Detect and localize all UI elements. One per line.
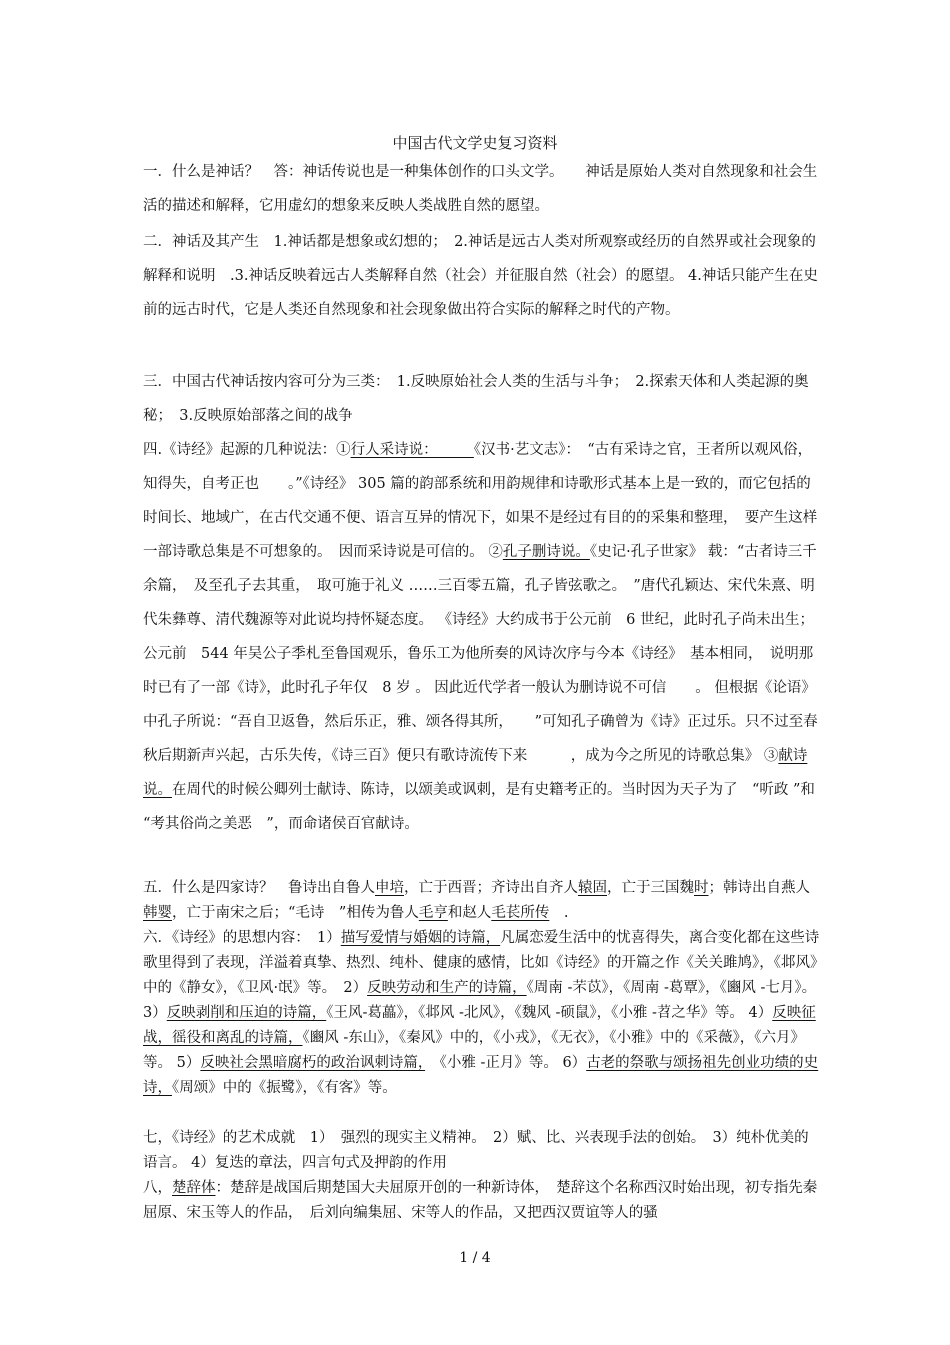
underlined-text: 时 — [694, 880, 709, 896]
text-segment: ；韩诗出自燕人 — [708, 880, 810, 896]
underlined-text: 辕固 — [578, 880, 607, 896]
text-segment: 凡属恋爱生活中的忧喜得失，离合变化都在这些诗歌里得到了表现，洋溢着真挚、热烈、纯朴、健康的感情，比如《诗经》的开篇之作《关关雎鸠》，《邶风》中的《静女》，《卫风·氓》等。 2） — [143, 930, 820, 996]
text-segment: 在周代的时候公卿列士献诗、陈诗，以颂美或讽刺，是有史籍考正的。当时因为天子为了 “听政 ”和 “考其俗尚之美恶 ”，而命诸侯百官献诗。 — [143, 782, 815, 832]
underlined-text: 反映社会黑暗腐朽的政治讽刺诗篇， — [200, 1055, 426, 1071]
text-segment: 一．什么是神话？ 答：神话传说也是一种集体创作的口头文学。 神话是原始人类对自然现象和社会生活的描述和解释，它用虚幻的想象来反映人类战胜自然的愿望。 — [143, 164, 818, 214]
paragraph-7 — [143, 1126, 823, 1176]
paragraph-4 — [143, 433, 823, 841]
underlined-text: 反映劳动和生产的诗篇， — [367, 980, 527, 996]
text-segment: ，亡于西晋；齐诗出自齐人 — [404, 880, 578, 896]
underlined-text: 行人采诗说： — [350, 442, 474, 458]
text-segment: 五．什么是四家诗？ 鲁诗出自鲁人 — [143, 880, 375, 896]
text-segment: 《王风-葛藟》，《邶风 -北风》，《魏风 -硕鼠》，《小雅 -苕之华》等。 4） — [326, 1005, 773, 1021]
page-title: 中国古代文学史复习资料 — [392, 134, 558, 152]
paragraph-3 — [143, 365, 823, 433]
paragraph-5 — [143, 876, 823, 926]
underlined-text: 申培 — [375, 880, 404, 896]
text-segment: . — [549, 905, 569, 921]
text-segment: 四.《诗经》起源的几种说法：① — [143, 442, 351, 458]
text-segment: 《豳风 -东山》，《秦风》中的，《小戎》，《无衣》，《小雅》中的《采薇》，《六月》等。 5） — [143, 1030, 806, 1071]
underlined-text: 描写爱情与婚姻的诗篇， — [340, 930, 501, 946]
text-segment: 八， — [143, 1180, 172, 1196]
underlined-text: 孔子删诗说。 — [502, 544, 590, 560]
text-segment: 和赵人 — [447, 905, 492, 921]
text-segment: 三．中国古代神话按内容可分为三类： 1.反映原始社会人类的生活与斗争； 2.探索天体和人类起源的奥秘； 3.反映原始部落之间的战争 — [143, 374, 809, 424]
underlined-text: 反映剥削和压迫的诗篇， — [166, 1005, 327, 1021]
text-segment: ，亡于南宋之后；“毛诗 ”相传为鲁人 — [172, 905, 419, 921]
text-segment: 《周颂》中的《振鹭》，《有客》等。 — [172, 1080, 397, 1096]
page-number: 1 / 4 — [459, 1250, 491, 1266]
underlined-text: 反映征战，徭役和离乱的诗篇， — [143, 1005, 816, 1046]
underlined-text: 韩婴 — [143, 905, 172, 921]
text-segment: 《小雅 -正月》等。 6） — [425, 1055, 587, 1071]
text-segment: 六．《诗经》的思想内容： 1） — [143, 930, 341, 946]
text-segment: 《周南 -芣苡》，《周南 -葛覃》，《豳风 -七月》。 3） — [143, 980, 817, 1021]
paragraph-8 — [143, 1176, 823, 1226]
paragraph-2 — [143, 225, 823, 327]
underlined-text: 毛苌所传 — [491, 905, 550, 921]
paragraph-1 — [143, 155, 823, 223]
text-segment: 《汉书·艺文志》： “古有采诗之官，王者所以观风俗，知得失，自考正也 。”《诗经》 305 篇的韵部系统和用韵规律和诗歌形式基本上是一致的，而它包括的时间长、地域广，在古代交通不便、语言互异的情况下，如果不是经过有目的的采集和整理， 要产生这样一部诗歌总集是不可想象的。 因而采诗说是可信的。 ② — [143, 442, 818, 560]
underlined-text: 献诗说。 — [143, 748, 808, 798]
underlined-text: 楚辞体 — [172, 1180, 216, 1196]
text-segment: ，亡于三国魏 — [607, 880, 694, 896]
text-segment: 《史记·孔子世家》 载：“古者诗三千余篇， 及至孔子去其重， 取可施于礼义 ……三百零五篇，孔子皆弦歌之。 ”唐代孔颖达、宋代朱熹、明代朱彝尊、清代魏源等对此说均持怀疑态度。 《诗经》大约成书于公元前 6 世纪，此时孔子尚未出生；公元前 544 年吴公子季札至鲁国观乐，鲁乐工为他所奏的风诗次序与今本《诗经》 基本相同， 说明那时已有了一部《诗》，此时孔子年仅 8 岁 。 因此近代学者一般认为删诗说不可信 。 但根据《论语》中孔子所说：“吾自卫返鲁，然后乐正，雅、颂各得其所， ”可知孔子确曾为《诗》正过乐。只不过至春秋后期新声兴起，古乐失传，《诗三百》便只有歌诗流传下来 ，成为今之所见的诗歌总集》 ③ — [143, 544, 818, 764]
underlined-text: 毛亨 — [418, 905, 448, 921]
paragraph-6 — [143, 926, 823, 1101]
text-segment: ：楚辞是战国后期楚国大夫屈原开创的一种新诗体， 楚辞这个名称西汉时始出现，初专指先秦屈原、宋玉等人的作品， 后刘向编集屈、宋等人的作品，又把西汉贾谊等人的骚 — [143, 1180, 818, 1221]
text-segment: 二．神话及其产生 1.神话都是想象或幻想的； 2.神话是远古人类对所观察或经历的自然界或社会现象的解释和说明 .3.神话反映着远古人类解释自然（社会）并征服自然（社会）的愿望。 4.神话只能产生在史前的远古时代，它是人类还自然现象和社会现象做出符合实际的解释之时代的产物。 — [143, 234, 818, 318]
text-segment: 七，《诗经》的艺术成就 1） 强烈的现实主义精神。 2）赋、比、兴表现手法的创始。 3）纯朴优美的语言。 4）复迭的章法，四言句式及押韵的作用 — [143, 1130, 809, 1171]
underlined-text: 古老的祭歌与颂扬祖先创业功绩的史诗， — [143, 1055, 819, 1096]
